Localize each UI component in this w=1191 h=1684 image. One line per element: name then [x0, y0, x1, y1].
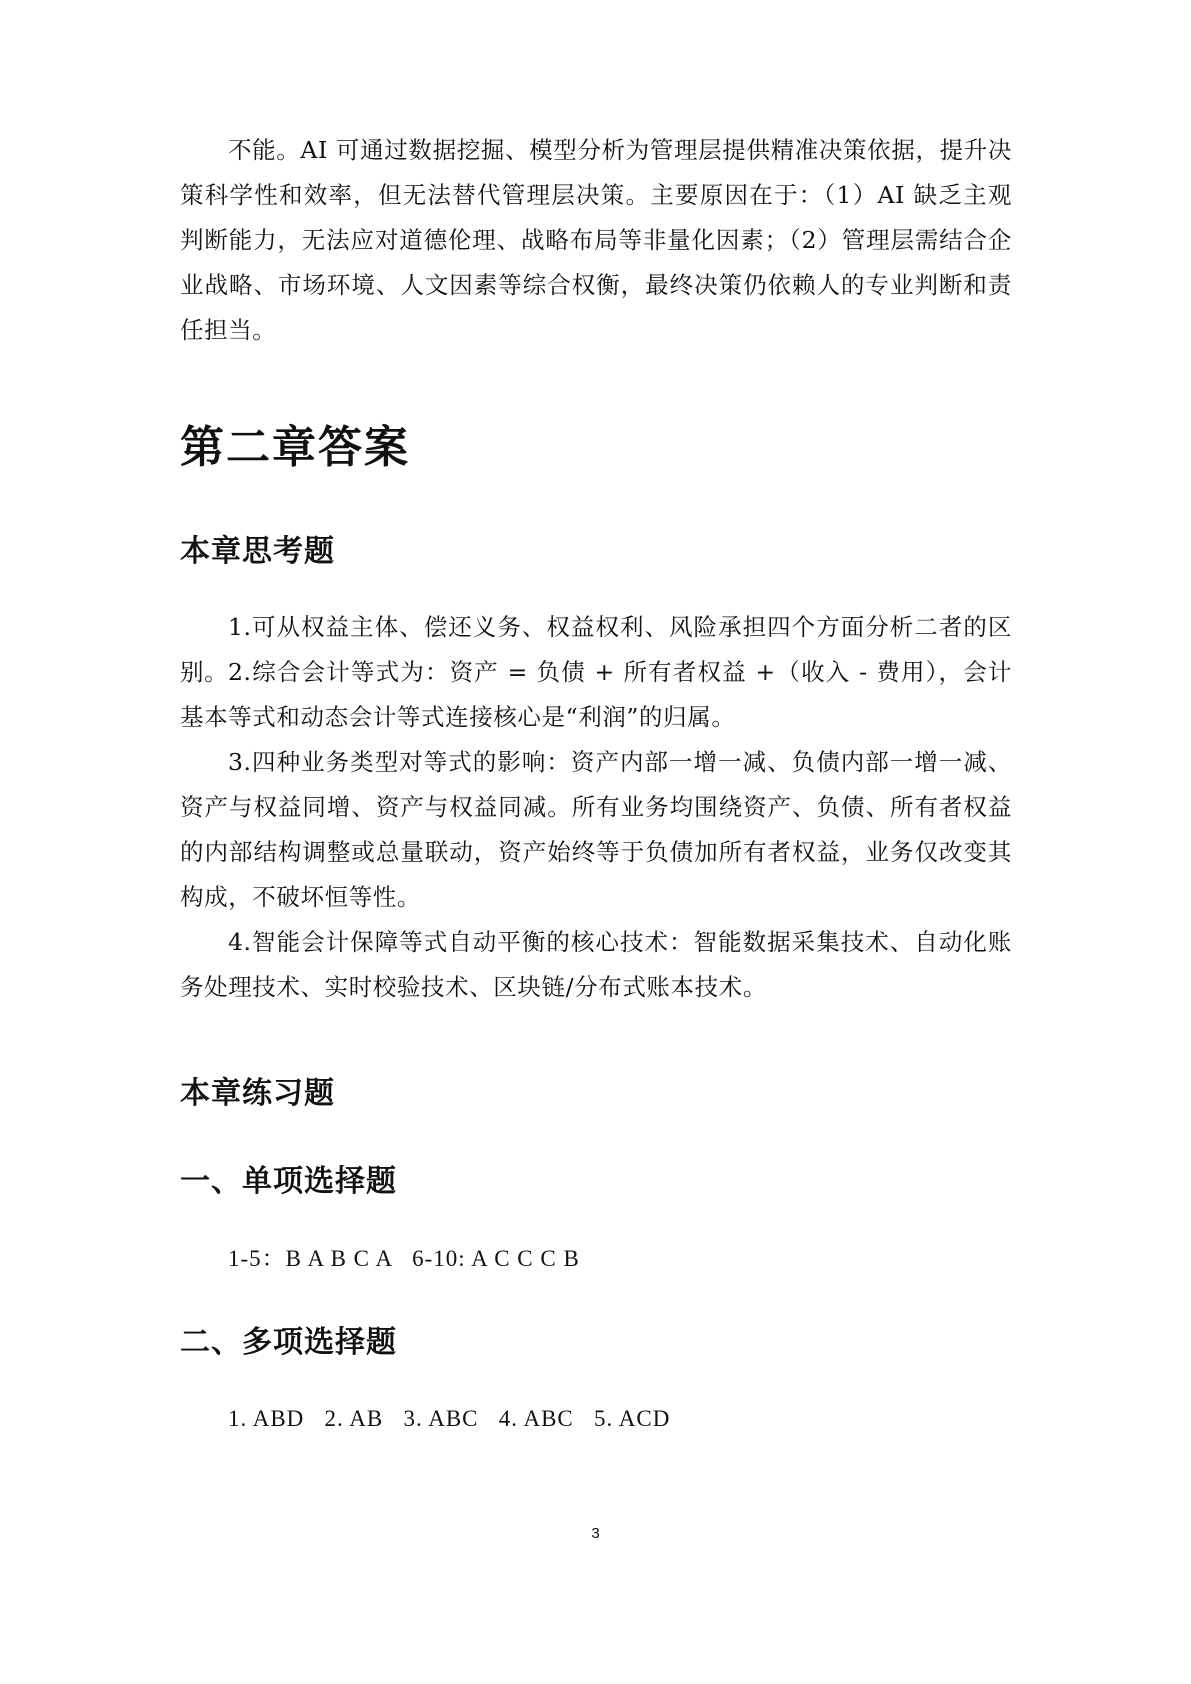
- thinking-answer-4: 4.智能会计保障等式自动平衡的核心技术：智能数据采集技术、自动化账务处理技术、实时校验技术、区块链/分布式账本技术。: [180, 928, 1012, 1001]
- exercises-heading: 本章练习题: [180, 1076, 335, 1111]
- multiple-choice-heading: 二、多项选择题: [180, 1325, 397, 1360]
- thinking-answer-1: 1.可从权益主体、偿还义务、权益权利、风险承担四个方面分析二者的区别。: [180, 613, 1012, 686]
- thinking-questions-heading: 本章思考题: [180, 534, 335, 569]
- single-choice-answers: 1-5：B A B C A 6-10: A C C C B: [228, 1246, 580, 1271]
- multiple-choice-answers: 1. ABD 2. AB 3. ABC 4. ABC 5. ACD: [228, 1406, 671, 1431]
- intro-paragraph: 不能。AI 可通过数据挖掘、模型分析为管理层提供精准决策依据，提升决策科学性和效率，但无法替代管理层决策。主要原因在于：（1）AI 缺乏主观判断能力，无法应对道德伦理、战略布局等非量化因素；（2）管理层需结合企业战略、市场环境、人文因素等综合权衡，最终决策仍依赖人的专业判断和责任担当。: [180, 136, 1012, 344]
- page-number: 3: [591, 1525, 600, 1542]
- thinking-answer-3: 3.四种业务类型对等式的影响：资产内部一增一减、负债内部一增一减、资产与权益同增、资产与权益同减。所有业务均围绕资产、负债、所有者权益的内部结构调整或总量联动，资产始终等于负债加所有者权益，业务仅改变其构成，不破坏恒等性。: [180, 748, 1012, 911]
- single-choice-heading: 一、单项选择题: [180, 1164, 397, 1199]
- chapter-title: 第二章答案: [180, 422, 410, 473]
- thinking-answer-2: 2.综合会计等式为：资产 = 负债 + 所有者权益 +（收入 - 费用），会计基本等式和动态会计等式连接核心是“利润”的归属。: [180, 658, 1012, 731]
